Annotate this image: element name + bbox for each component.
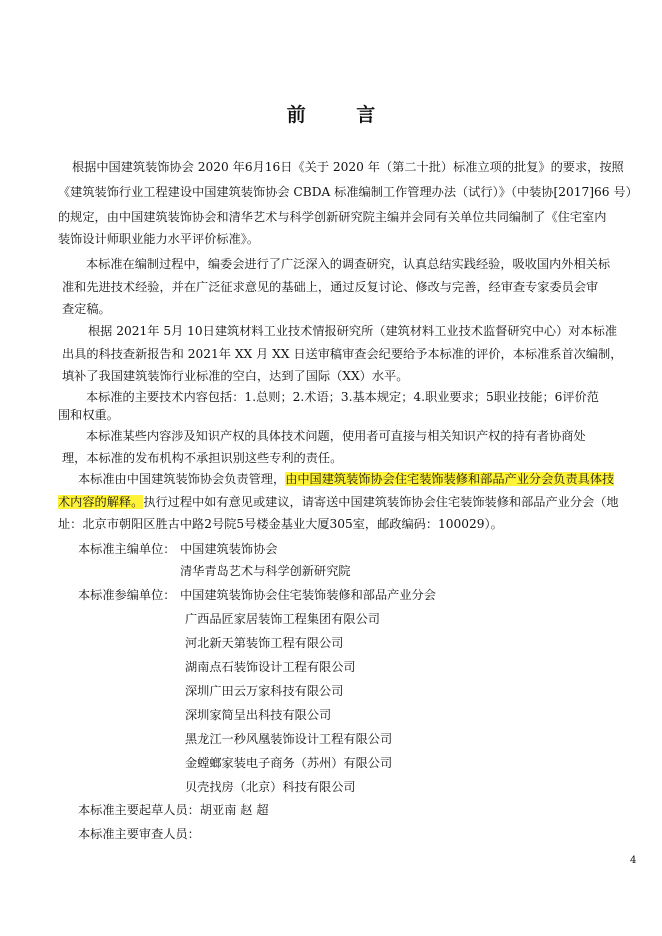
paragraph-line <box>58 494 619 510</box>
paragraph-line: 本标准某些内容涉及知识产权的具体技术问题，使用者可直接与相关知识产权的持有者协商处 <box>86 429 586 443</box>
paragraph-text: 本标准由中国建筑装饰协会负责管理， <box>78 472 286 486</box>
chief-editor-unit: 中国建筑装饰协会 <box>180 542 278 556</box>
paragraph-text: 执行过程中如有意见或建议，请寄送中国建筑装饰协会住宅装饰装修和部品产业分会（地 <box>143 495 619 509</box>
participating-unit: 中国建筑装饰协会住宅装饰装修和部品产业分会 <box>180 588 436 602</box>
participating-unit: 金螳螂家装电子商务（苏州）有限公司 <box>185 756 393 770</box>
participating-unit: 广西品匠家居装饰工程集团有限公司 <box>185 612 380 626</box>
paragraph-line <box>78 471 614 487</box>
participating-unit: 河北新天第装饰工程有限公司 <box>185 636 344 650</box>
paragraph-line: 本标准在编制过程中，编委会进行了广泛深入的调查研究，认真总结实践经验，吸收国内外相关标 <box>86 257 611 271</box>
paragraph-line: 查定稿。 <box>62 302 111 316</box>
participating-unit: 深圳家简呈出科技有限公司 <box>185 708 332 722</box>
paragraph-line: 准和先进技术经验，并在广泛征求意见的基础上，通过反复讨论、修改与完善，经审查专家委员会审 <box>62 280 599 294</box>
participating-unit: 深圳广田云万家科技有限公司 <box>185 684 344 698</box>
highlighted-text: 由中国建筑装饰协会住宅装饰装修和部品产业分会负责具体技 <box>285 472 615 486</box>
drafters-line: 本标准主要起草人员：胡亚南 赵 超 <box>78 803 269 817</box>
participating-unit: 黑龙江一秒风凰装饰设计工程有限公司 <box>185 732 393 746</box>
highlighted-text: 术内容的解释。 <box>58 495 144 509</box>
participating-unit: 湖南点石装饰设计工程有限公司 <box>185 660 356 674</box>
participating-unit-label: 本标准参编单位： <box>78 588 176 602</box>
paragraph-line: 本标准的主要技术内容包括：1.总则；2.术语；3.基本规定；4.职业要求；5职业技能；6评价范 <box>86 390 599 404</box>
chief-editor-unit: 清华青岛艺术与科学创新研究院 <box>180 564 351 578</box>
paragraph-line: 装饰设计师职业能力水平评价标准》。 <box>58 232 260 246</box>
page-title: 前 言 <box>286 104 398 126</box>
page-number: 4 <box>630 855 637 866</box>
paragraph-line: 《建筑装饰行业工程建设中国建筑装饰协会 CBDA 标准编制工作管理办法（试行）》（中装协[2017]66 号） <box>58 185 638 199</box>
paragraph-line: 的规定，由中国建筑装饰协会和清华艺术与科学创新研究院主编并会同有关单位共同编制了《住宅室内 <box>58 210 607 224</box>
paragraph-line: 填补了我国建筑装饰行业标准的空白，达到了国际（XX）水平。 <box>62 369 409 383</box>
paragraph-line: 围和权重。 <box>58 408 119 422</box>
paragraph-line: 根据中国建筑装饰协会 2020 年6月16日《关于 2020 年（第二十批）标准立项的批复》的要求，按照 <box>72 160 624 174</box>
paragraph-line: 出具的科技查新报告和 2021年 XX 月 XX 日送审稿审查会纪要给予本标准的评价，本标准系首次编制， <box>62 347 623 361</box>
chief-editor-label: 本标准主编单位： <box>78 542 176 556</box>
paragraph-line: 址：北京市朝阳区胜古中路2号院5号楼金基业大厦305室，邮政编码：100029）。 <box>58 517 503 531</box>
participating-unit: 贝壳找房（北京）科技有限公司 <box>185 780 356 794</box>
paragraph-line: 理，本标准的发布机构不承担识别这些专利的责任。 <box>62 451 343 465</box>
reviewers-line: 本标准主要审查人员： <box>78 827 200 841</box>
paragraph-line: 根据 2021年 5月 10日建筑材料工业技术情报研究所（建筑材料工业技术监督研究中心）对本标准 <box>88 324 618 338</box>
